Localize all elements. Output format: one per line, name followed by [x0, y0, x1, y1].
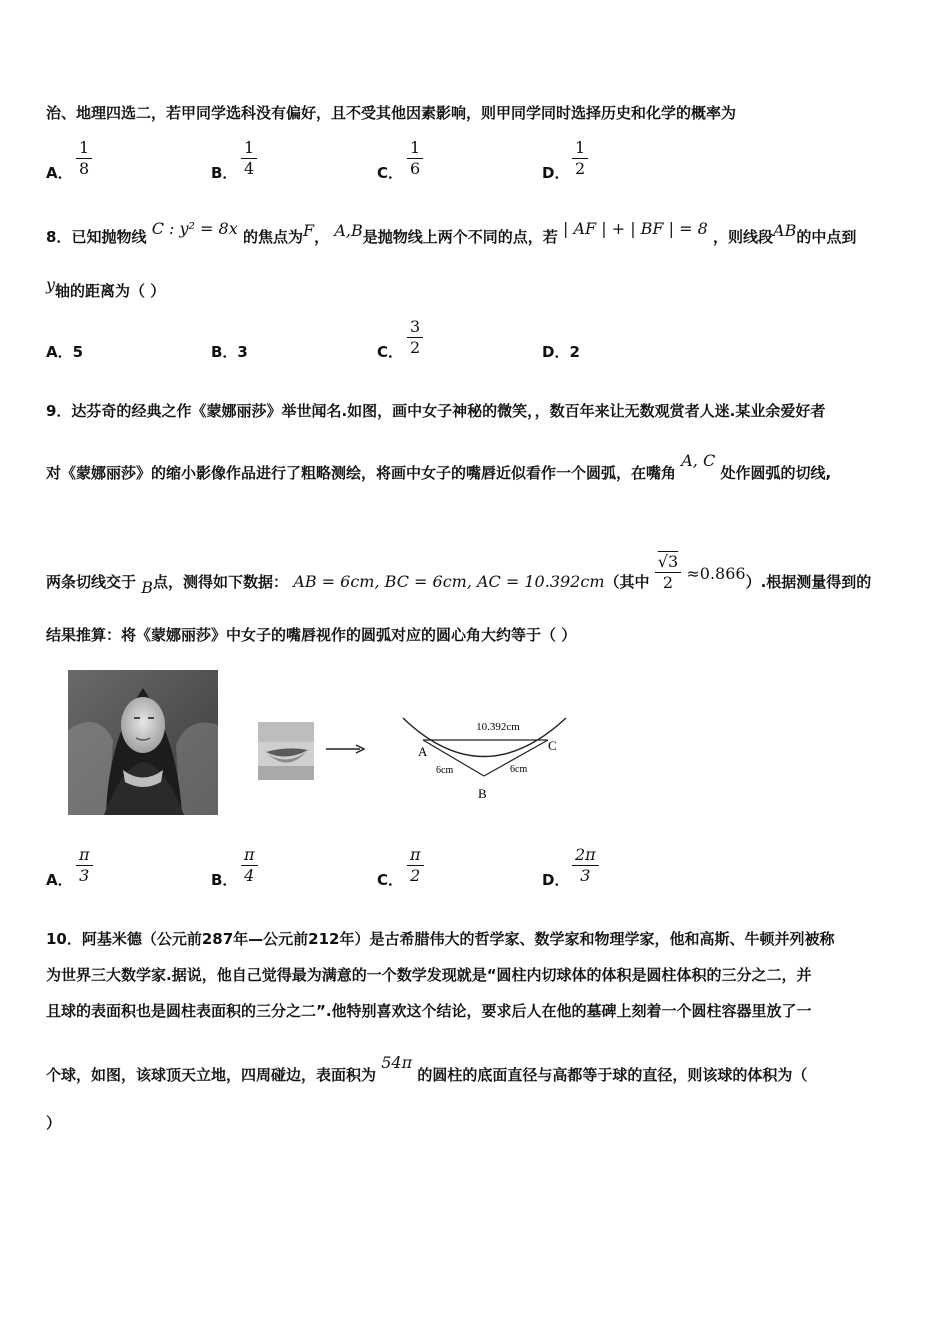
point-b-label: B: [478, 786, 487, 801]
q8-stem-line1: 8．已知抛物线 C : y² = 8x 的焦点为F， A,B是抛物线上两个不同的点，若 | AF | + | BF | = 8 ，则线段AB的中点到: [46, 219, 857, 246]
fraction: π 2: [407, 845, 424, 886]
fraction: π 3: [76, 845, 93, 886]
sqrt3-over-2-fraction: $\frac{√3}{2}$: [655, 552, 681, 593]
fraction: 1 4: [241, 138, 257, 179]
chord-label: 10.392cm: [476, 721, 520, 733]
fraction: 1 2: [572, 138, 588, 179]
fraction: π 4: [241, 845, 258, 886]
q10-stem-line1: 10．阿基米德（公元前287年—公元前212年）是古希腊伟大的哲学家、数学家和物理学家，他和高斯、牛顿并列被称: [46, 930, 835, 948]
bc-length-label: 6cm: [510, 764, 528, 775]
q10-stem-line4: 个球，如图，该球顶天立地，四周碰边，表面积为 54π 的圆柱的底面直径与高都等于球的直径，则该球的体积为（: [46, 1053, 808, 1084]
q10-stem-line2: 为世界三大数学家.据说，他自己觉得最为满意的一个数学发现就是“圆柱内切球体的体积是圆柱体积的三分之二，并: [46, 966, 812, 984]
ab-length-label: 6cm: [436, 765, 454, 776]
q9-stem-line3: 两条切线交于 B点，测得如下数据： AB = 6cm, BC = 6cm, AC = 10.392cm（其中 $\frac{√3}{2}$ ≈0.866）.根据测量得到的: [46, 552, 872, 597]
q9-stem-line4: 结果推算：将《蒙娜丽莎》中女子的嘴唇视作的圆弧对应的圆心角大约等于（ ）: [46, 626, 577, 644]
q9-stem-line2: 对《蒙娜丽莎》的缩小影像作品进行了粗略测绘，将画中女子的嘴唇近似看作一个圆弧，在嘴角 A, C 处作圆弧的切线,: [46, 451, 832, 482]
q8-stem-line2: y轴的距离为（ ）: [46, 275, 166, 300]
point-a-label: A: [418, 744, 428, 759]
q7-options: A． 1 8 B． 1 4 C． 1 6 D． 1 2: [46, 138, 906, 194]
point-c-label: C: [548, 738, 557, 753]
lips-image: [258, 722, 314, 780]
mona-lisa-image: [68, 670, 218, 815]
fraction: 1 8: [76, 138, 92, 179]
q9-stem-line1: 9．达芬奇的经典之作《蒙娜丽莎》举世闻名.如图，画中女子神秘的微笑，，数百年来让无数观赏者人迷.某业余爱好者: [46, 402, 826, 420]
fraction: 1 6: [407, 138, 423, 179]
arrow-right-icon: [326, 742, 366, 756]
fraction: 3 2: [407, 317, 423, 358]
q10-stem-line3: 且球的表面积也是圆柱表面积的三分之二”.他特别喜欢这个结论，要求后人在他的墓碑上刻着一个圆柱容器里放了一: [46, 1002, 812, 1020]
q10-stem-line5: ）: [46, 1114, 62, 1132]
tangent-ab: [423, 740, 484, 776]
arc-diagram: [398, 710, 573, 805]
q8-options: A．5 B．3 C． 3 2 D．2: [46, 317, 580, 361]
fraction: 2π 3: [572, 845, 599, 886]
q7-stem: 治、地理四选二，若甲同学选科没有偏好，且不受其他因素影响，则甲同学同时选择历史和化学的概率为: [46, 104, 737, 122]
q9-options: A． π 3 B． π 4 C． π 2 D． 2π 3: [46, 845, 906, 901]
